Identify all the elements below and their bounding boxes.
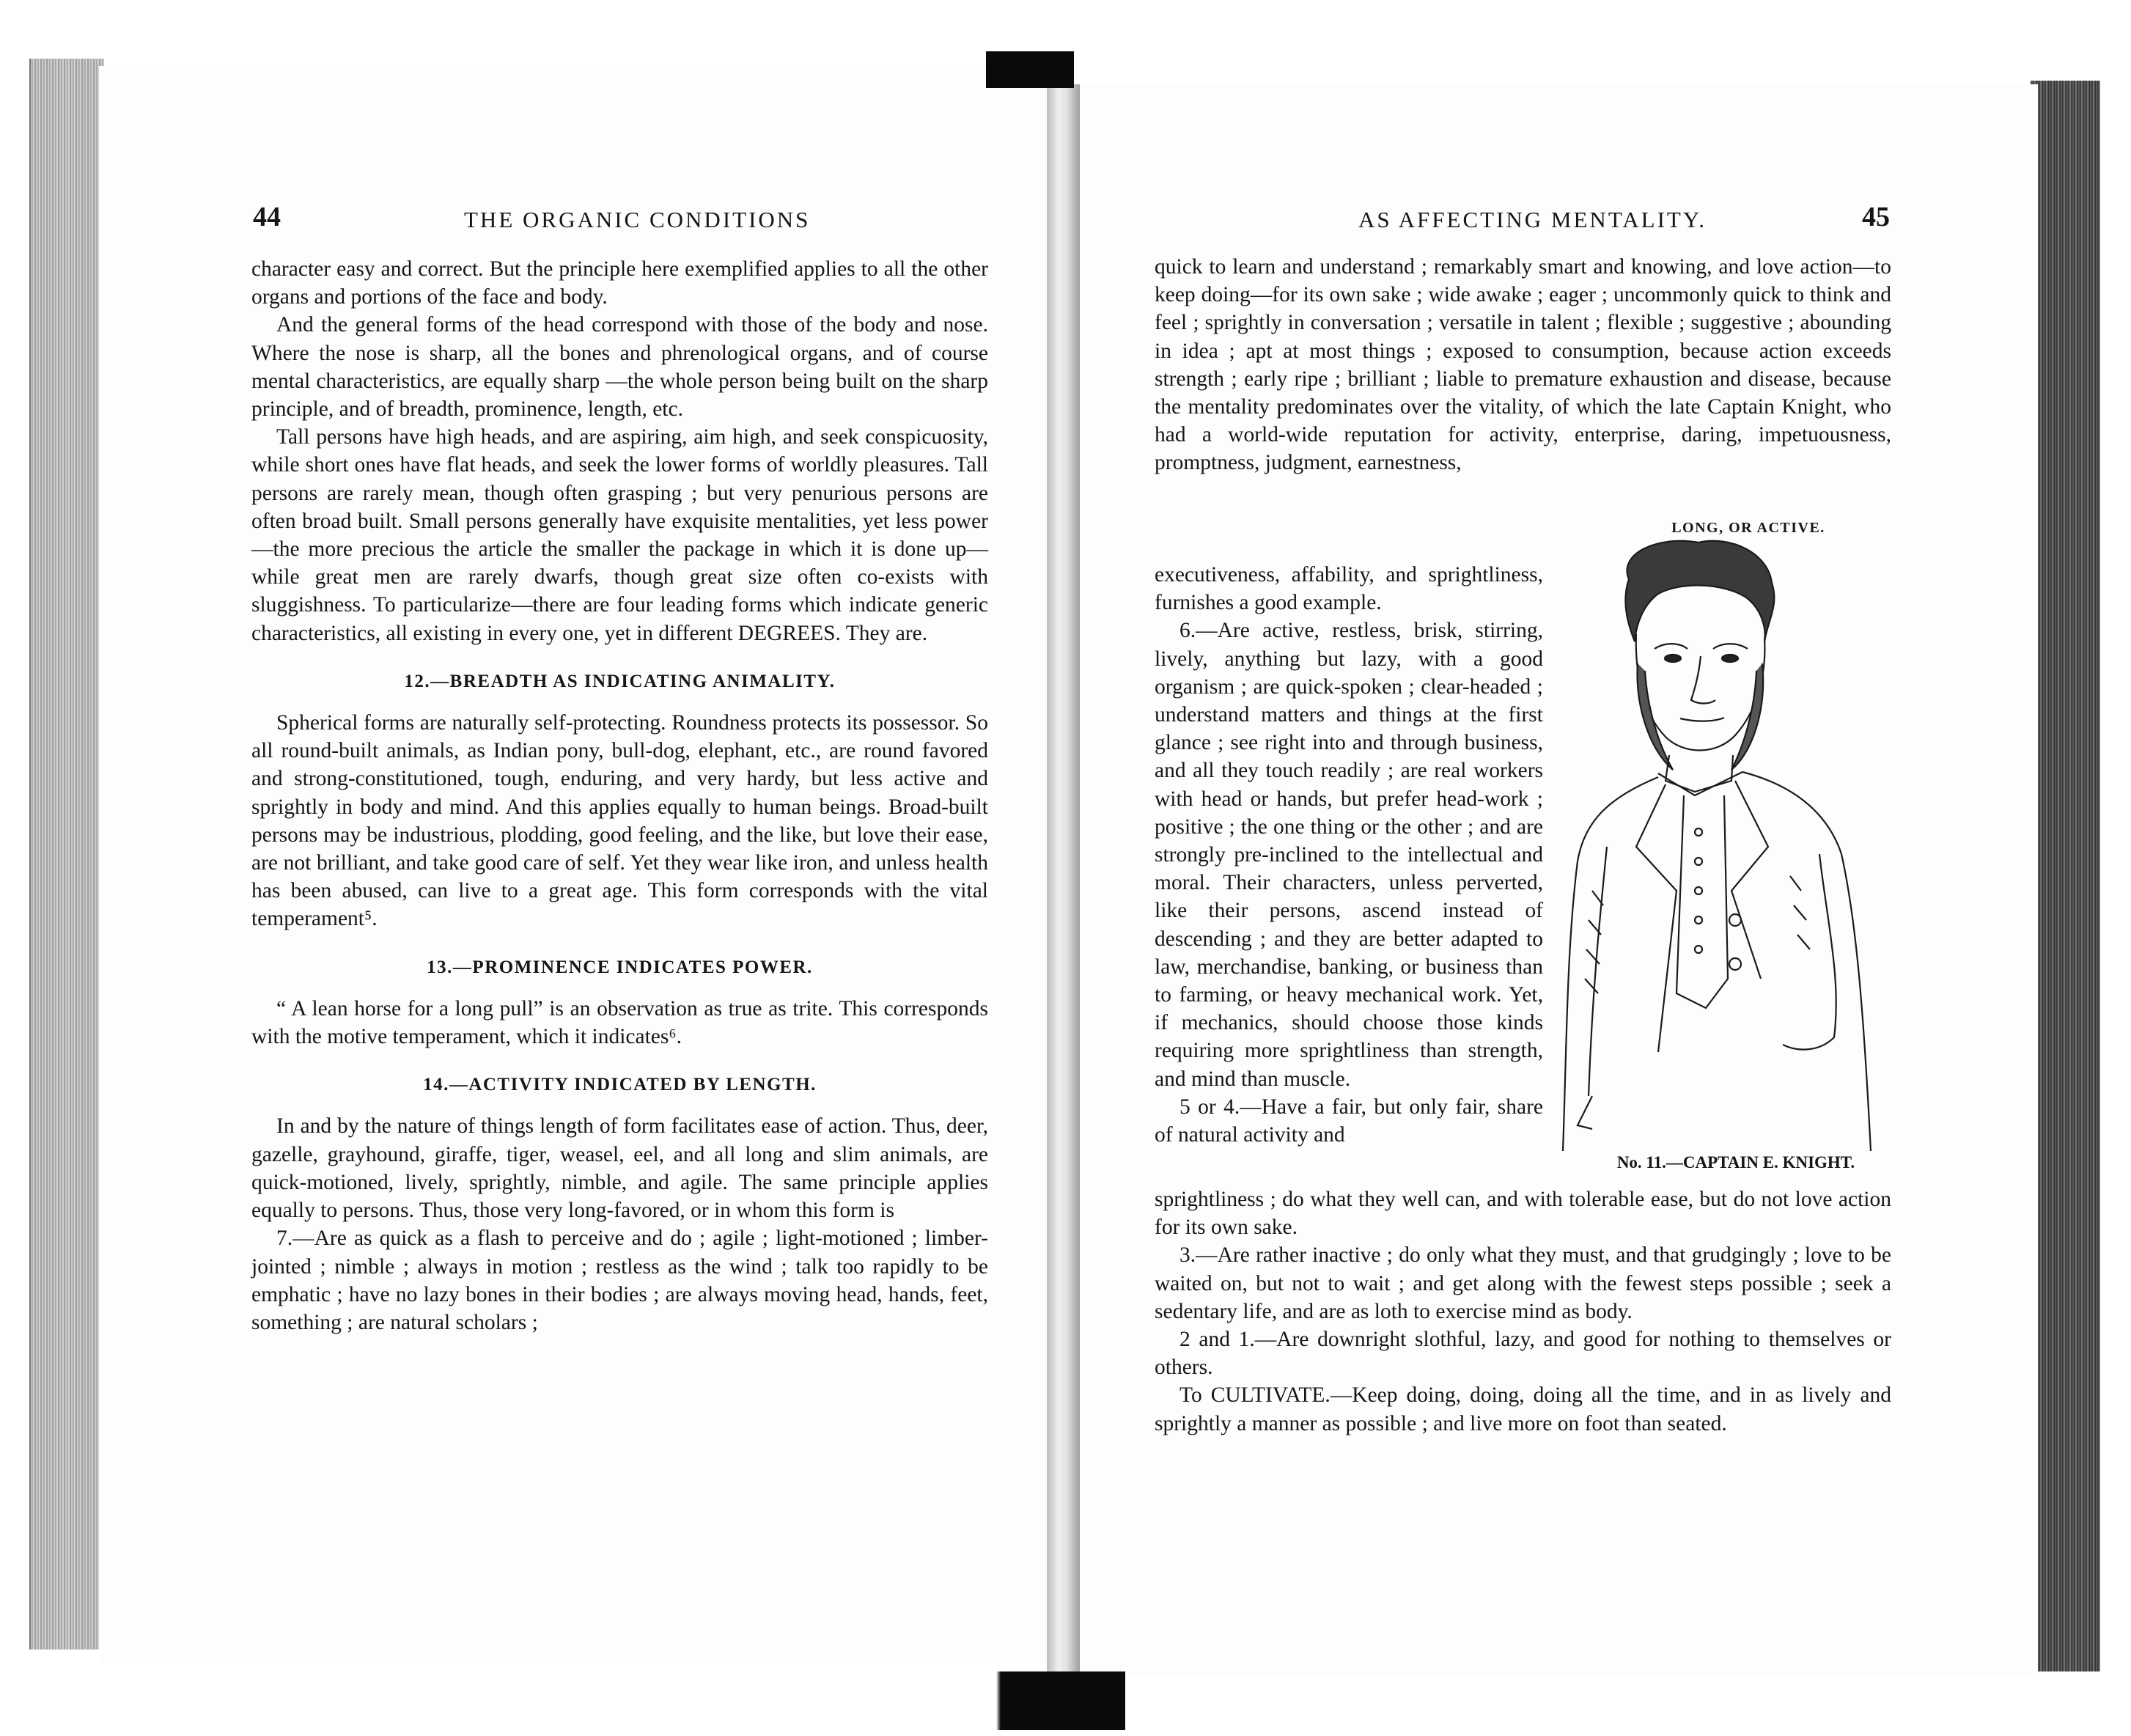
book-gutter <box>1047 84 1080 1671</box>
paragraph: 2 and 1.—Are downright slothful, lazy, and good for nothing to themselves or others. <box>1155 1328 1891 1380</box>
figure-top-caption: LONG, OR ACTIVE. <box>1671 520 1825 536</box>
right-page-body-top <box>1155 253 1891 477</box>
paragraph: sprightliness ; do what they well can, and with tolerable ease, but do not love action for its own sake. <box>1155 1188 1891 1240</box>
left-running-head: THE ORGANIC CONDITIONS <box>464 207 811 232</box>
paragraph: executiveness, affability, and sprightliness, furnishes a good example. <box>1155 563 1543 615</box>
right-page-body-bottom <box>1155 1185 1891 1438</box>
bookmark-ribbon-top <box>986 51 1074 88</box>
left-page-edges <box>29 59 104 1649</box>
paragraph: Spherical forms are naturally self-protecting. Roundness protects its possessor. So all round-built animals, as Indian pony, bull-dog, elephant, etc., are round favored and strong-constitutioned, tough, enduring, and very hardy, but less active and sprightly in body and mind. And this applies equally to human beings. Broad-built persons may be industrious, plodding, good feeling, and the like, but love their ease, are not brilliant, and take good care of self. Yet they wear like iron, and unless health has been abused, can live to a great age. This form corresponds with the vital temperament⁵. <box>251 711 988 931</box>
portrait-engraving <box>1548 539 1893 1151</box>
paragraph: character easy and correct. But the principle here exemplified applies to all the other organs and portions of the face and body. <box>251 257 988 309</box>
left-page-number: 44 <box>253 202 281 232</box>
paragraph: To CULTIVATE.—Keep doing, doing, doing all the time, and in as lively and sprightly a manner as possible ; and live more on foot than seated. <box>1155 1383 1891 1435</box>
right-page-edges <box>2031 81 2100 1671</box>
paragraph: In and by the nature of things length of form facilitates ease of action. Thus, deer, gazelle, grayhound, giraffe, tiger, weasel, eel, and all long and slim animals, are quick-motioned, lively, sprightly, nimble, and agile. The same principle applies equally to persons. Thus, those very long-favored, or in whom this form is <box>251 1114 988 1223</box>
bookmark-ribbon-bottom <box>979 1671 1125 1730</box>
figure-bottom-caption: No. 11.—CAPTAIN E. KNIGHT. <box>1616 1153 1855 1172</box>
left-page-body <box>251 255 988 1336</box>
section-heading-13: 13.—PROMINENCE INDICATES POWER. <box>427 957 813 977</box>
paragraph: 6.—Are active, restless, brisk, stirring, lively, anything but lazy, with a good organism ; are quick-spoken ; clear-headed ; understand matters and things at the first glance ; see right into and through business, and all they touch readily ; are real workers with head or hands, but prefer head-work ; positive ; the one thing or the other ; and are strongly pre-inclined to the intellectual and moral. Their characters, unless perverted, like their persons, ascend instead of descending ; and they are better adapted to law, merchandise, banking, or business than to farming, or heavy mechanical work. Yet, if mechanics, should choose those kinds requiring more sprightliness than strength, and mind than muscle. <box>1155 619 1543 1091</box>
section-heading-14: 14.—ACTIVITY INDICATED BY LENGTH. <box>423 1075 817 1095</box>
paragraph: 7.—Are as quick as a flash to perceive and do ; agile ; light-motioned ; limber-jointed ; nimble ; always in motion ; restless as the wind ; talk too rapidly to be emphatic ; have no lazy bones in their bodies ; are always moving head, hands, feet, something ; are natural scholars ; <box>251 1226 988 1334</box>
paragraph: “ A lean horse for a long pull” is an observation as true as trite. This corresponds with the motive temperament, which it indicates⁶. <box>251 996 988 1049</box>
paragraph: 3.—Are rather inactive ; do only what they must, and that grudgingly ; love to be waited on, but not to wait ; and get along with the fewest steps possible ; seek a sedentary life, and are as loth to exercise mind as body. <box>1155 1243 1891 1323</box>
right-page-body-narrow <box>1155 561 1543 1149</box>
paragraph: quick to learn and understand ; remarkably smart and knowing, and love action—to keep doing—for its own sake ; wide awake ; eager ; uncommonly quick to think and feel ; sprightly in conversation ; versatile in talent ; flexible ; suggestive ; abounding in idea ; apt at most things ; exposed to consumption, because action exceeds strength ; early ripe ; brilliant ; liable to premature exhaustion and disease, because the mentality predominates over the vitality, of which the late Captain Knight, who had a world-wide reputation for activity, enterprise, daring, impetuousness, promptness, judgment, earnestness, <box>1155 255 1891 475</box>
right-running-head: AS AFFECTING MENTALITY. <box>1358 207 1707 232</box>
paragraph: 5 or 4.—Have a fair, but only fair, share of natural activity and <box>1155 1095 1543 1147</box>
paragraph: Tall persons have high heads, and are aspiring, aim high, and seek conspicuosity, while short ones have flat heads, and seek the lower forms of worldly pleasures. Tall persons are rarely mean, though often grasping ; but very penurious persons are often broad built. Small persons generally have exquisite mentalities, yet less power—the more precious the article the smaller the package in which it is done up—while great men are rarely dwarfs, though great size often co-exists with sluggishness. To particularize—there are four leading forms which indicate generic characteristics, all existing in every one, yet in different DEGREES. They are. <box>251 425 988 645</box>
paragraph: And the general forms of the head correspond with those of the body and nose. Where the nose is sharp, all the bones and phrenological organs, and of course mental characteristics, are equally sharp —the whole person being built on the sharp principle, and of breadth, prominence, length, etc. <box>251 313 988 422</box>
right-page-number: 45 <box>1862 202 1890 232</box>
section-heading-12: 12.—BREADTH AS INDICATING ANIMALITY. <box>404 671 836 691</box>
